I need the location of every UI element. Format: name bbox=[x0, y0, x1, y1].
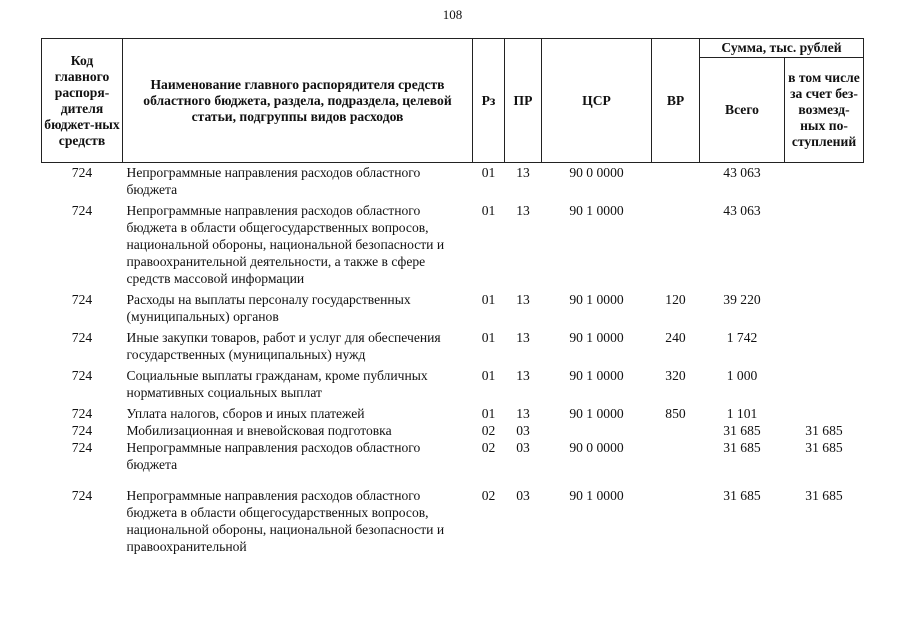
cell-total: 1 000 bbox=[726, 368, 758, 383]
cell-free bbox=[785, 367, 864, 405]
cell-vr bbox=[652, 487, 700, 555]
cell-free bbox=[785, 291, 864, 329]
cell-rz: 01 bbox=[481, 406, 496, 421]
cell-total: 43 063 bbox=[723, 165, 761, 180]
cell-rz: 01 bbox=[481, 330, 496, 345]
cell-total: 31 685 bbox=[723, 423, 761, 438]
header-free: в том числе за счет без-возмезд-ных по-ступлений bbox=[785, 58, 864, 163]
cell-pr: 13 bbox=[516, 368, 530, 383]
cell-code: 724 bbox=[71, 488, 93, 503]
header-csr: ЦСР bbox=[542, 39, 652, 163]
cell-code: 724 bbox=[71, 330, 93, 345]
header-pr: ПР bbox=[505, 39, 542, 163]
table-row bbox=[42, 439, 864, 487]
page-number: 108 bbox=[442, 7, 463, 22]
cell-csr: 90 1 0000 bbox=[569, 406, 624, 421]
cell-csr: 90 1 0000 bbox=[569, 368, 624, 383]
cell-rz: 02 bbox=[481, 423, 496, 438]
cell-free bbox=[785, 163, 864, 203]
cell-free bbox=[785, 329, 864, 367]
header-sum-group: Сумма, тыс. рублей bbox=[700, 39, 864, 58]
cell-rz: 02 bbox=[481, 440, 496, 455]
cell-name: Социальные выплаты гражданам, кроме публичных нормативных социальных выплат bbox=[126, 368, 428, 400]
header-rz: Рз bbox=[473, 39, 505, 163]
cell-pr: 13 bbox=[516, 292, 530, 307]
cell-rz: 01 bbox=[481, 368, 496, 383]
cell-rz: 01 bbox=[481, 165, 496, 180]
table-row bbox=[42, 367, 864, 405]
table-row bbox=[42, 329, 864, 367]
cell-code: 724 bbox=[71, 406, 93, 421]
cell-free bbox=[785, 202, 864, 291]
table-row bbox=[42, 422, 864, 439]
cell-csr: 90 1 0000 bbox=[569, 203, 624, 218]
cell-total: 39 220 bbox=[723, 292, 761, 307]
cell-rz: 01 bbox=[481, 292, 496, 307]
table-row bbox=[42, 487, 864, 555]
cell-csr: 90 1 0000 bbox=[569, 488, 624, 503]
cell-rz: 02 bbox=[481, 488, 496, 503]
cell-pr: 13 bbox=[516, 165, 530, 180]
cell-vr: 240 bbox=[665, 330, 686, 345]
cell-csr: 90 1 0000 bbox=[569, 292, 624, 307]
cell-pr: 03 bbox=[516, 488, 530, 503]
cell-name: Уплата налогов, сборов и иных платежей bbox=[126, 406, 365, 421]
header-total: Всего bbox=[700, 58, 785, 163]
cell-pr: 13 bbox=[516, 203, 530, 218]
cell-total: 43 063 bbox=[723, 203, 761, 218]
cell-vr: 850 bbox=[665, 406, 686, 421]
cell-vr bbox=[652, 202, 700, 291]
cell-name: Расходы на выплаты персоналу государственных (муниципальных) органов bbox=[126, 292, 411, 324]
cell-vr bbox=[652, 422, 700, 439]
budget-table bbox=[41, 38, 864, 555]
table-row bbox=[42, 291, 864, 329]
cell-code: 724 bbox=[71, 440, 93, 455]
cell-free: 31 685 bbox=[805, 488, 843, 503]
cell-pr: 13 bbox=[516, 406, 530, 421]
cell-vr: 320 bbox=[665, 368, 686, 383]
cell-pr: 03 bbox=[516, 423, 530, 438]
cell-code: 724 bbox=[71, 368, 93, 383]
cell-code: 724 bbox=[71, 203, 93, 218]
cell-code: 724 bbox=[71, 165, 93, 180]
cell-free: 31 685 bbox=[805, 440, 843, 455]
cell-pr: 13 bbox=[516, 330, 530, 345]
cell-pr: 03 bbox=[516, 440, 530, 455]
cell-total: 1 101 bbox=[726, 406, 758, 421]
table-row bbox=[42, 405, 864, 422]
cell-code: 724 bbox=[71, 292, 93, 307]
cell-csr: 90 0 0000 bbox=[569, 440, 624, 455]
cell-csr: 90 0 0000 bbox=[569, 165, 624, 180]
cell-name: Непрограммные направления расходов областного бюджета в области общегосударственных вопросов, национальной обороны, национальной безопасности и правоохранительной bbox=[126, 488, 445, 554]
cell-name: Непрограммные направления расходов областного бюджета в области общегосударственных вопросов, национальной обороны, национальной безопасности и правоохранительной деятельности, а также в сфере средств массовой информации bbox=[126, 203, 445, 286]
cell-vr bbox=[652, 163, 700, 203]
cell-free: 31 685 bbox=[805, 423, 843, 438]
table-row bbox=[42, 202, 864, 291]
cell-vr: 120 bbox=[665, 292, 686, 307]
cell-name: Иные закупки товаров, работ и услуг для обеспечения государственных (муниципальных) нужд bbox=[126, 330, 441, 362]
cell-csr bbox=[542, 422, 652, 439]
cell-total: 31 685 bbox=[723, 488, 761, 503]
cell-name: Непрограммные направления расходов областного бюджета bbox=[126, 440, 421, 472]
header-vr: ВР bbox=[652, 39, 700, 163]
cell-code: 724 bbox=[71, 423, 93, 438]
cell-name: Мобилизационная и вневойсковая подготовка bbox=[126, 423, 392, 438]
table-row bbox=[42, 163, 864, 203]
cell-name: Непрограммные направления расходов областного бюджета bbox=[126, 165, 421, 197]
header-name: Наименование главного распорядителя средств областного бюджета, раздела, подраздела, целевой статьи, подгруппы видов расходов bbox=[123, 39, 473, 163]
header-code: Код главного распоря-дителя бюджет-ных средств bbox=[42, 39, 123, 163]
cell-vr bbox=[652, 439, 700, 487]
cell-total: 31 685 bbox=[723, 440, 761, 455]
cell-rz: 01 bbox=[481, 203, 496, 218]
cell-csr: 90 1 0000 bbox=[569, 330, 624, 345]
cell-total: 1 742 bbox=[726, 330, 758, 345]
cell-free bbox=[785, 405, 864, 422]
